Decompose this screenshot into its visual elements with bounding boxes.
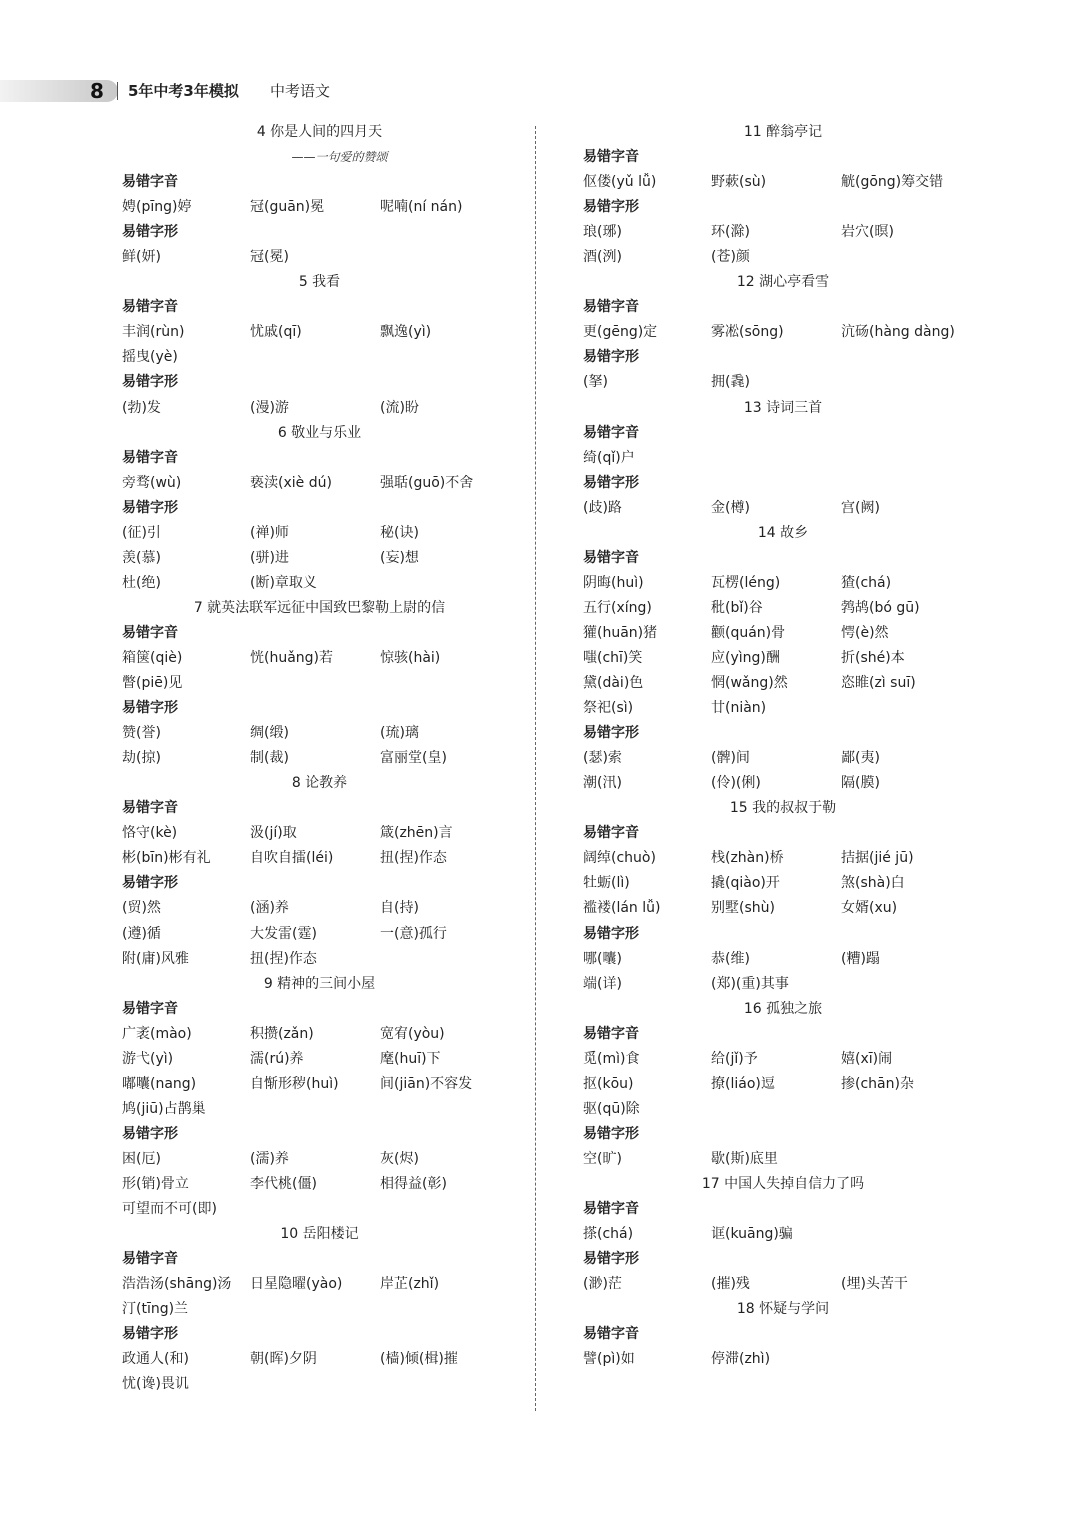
word-item: 强聒(guō)不舍 <box>380 474 474 491</box>
word-item: 觥(gōng)筹交错 <box>841 174 944 191</box>
word-item: 附(庸)风雅 <box>122 950 189 967</box>
category-pronunciation: 易错字音 <box>583 424 639 441</box>
word-item: 困(厄) <box>122 1150 161 1167</box>
word-item: (遵)循 <box>122 925 161 942</box>
word-row <box>122 1197 517 1222</box>
word-row <box>122 671 517 696</box>
word-item: 掺(chān)杂 <box>841 1075 914 1092</box>
lesson-title: 6 敬业与乐业 <box>277 424 362 441</box>
category-pronunciation: 易错字音 <box>122 1251 178 1268</box>
category-character-form: 易错字形 <box>122 499 178 516</box>
word-row <box>583 1097 983 1122</box>
word-item: (贸)然 <box>122 900 161 917</box>
word-item: 瓦楞(léng) <box>711 574 781 591</box>
word-item: 自吹自擂(léi) <box>250 850 334 867</box>
word-item: 金(樽) <box>711 499 750 516</box>
word-item: 制(裁) <box>250 750 289 767</box>
word-item: 驱(qū)除 <box>583 1100 640 1117</box>
word-item: 雾凇(sōng) <box>711 324 784 341</box>
lesson-title: 10 岳阳楼记 <box>280 1226 359 1243</box>
word-item: 恣睢(zì suī) <box>841 675 916 692</box>
word-row <box>583 1347 983 1372</box>
word-item: (苍)颜 <box>711 249 750 266</box>
lesson-title: 18 怀疑与学问 <box>736 1301 830 1318</box>
word-item: 摇曳(yè) <box>122 349 178 366</box>
word-item: 飘逸(yì) <box>380 324 432 341</box>
word-item: 愕(è)然 <box>841 624 889 641</box>
word-item: 琅(琊) <box>583 224 622 241</box>
lesson-title: 17 中国人失掉自信力了吗 <box>701 1175 865 1192</box>
word-row <box>122 1047 517 1072</box>
word-item: 栈(zhàn)桥 <box>711 850 784 867</box>
word-row <box>122 1372 517 1397</box>
word-row <box>122 846 517 871</box>
word-row <box>583 896 983 921</box>
word-item: (摧)残 <box>711 1276 750 1293</box>
word-row <box>122 922 517 947</box>
word-item: 拥(毳) <box>711 374 750 391</box>
word-row <box>122 471 517 496</box>
word-row <box>583 1272 983 1297</box>
word-item: (勃)发 <box>122 399 161 416</box>
word-item: (濡)养 <box>250 1150 289 1167</box>
lesson-title: 13 诗词三首 <box>743 399 823 416</box>
category-character-form: 易错字形 <box>122 224 178 241</box>
category-character-form: 易错字形 <box>583 925 639 942</box>
word-item: 鸠(jiū)占鹊巢 <box>122 1100 206 1117</box>
word-item: 煞(shà)白 <box>841 875 905 892</box>
word-row <box>583 245 983 270</box>
word-item: 牡蛎(lì) <box>583 875 630 892</box>
word-item: (禅)师 <box>250 524 289 541</box>
word-item: (漫)游 <box>250 399 289 416</box>
word-item: 自(持) <box>380 900 419 917</box>
word-item: 娉(pīng)婷 <box>122 199 192 216</box>
word-item: 诓(kuāng)骗 <box>711 1226 793 1243</box>
word-row <box>122 1297 517 1322</box>
word-row <box>122 345 517 370</box>
word-row <box>583 1047 983 1072</box>
left-column <box>122 120 517 1397</box>
word-row <box>122 396 517 421</box>
category-pronunciation: 易错字音 <box>122 449 178 466</box>
word-item: 空(旷) <box>583 1150 622 1167</box>
word-item: (糟)蹋 <box>841 950 880 967</box>
word-item: 呢喃(ní nán) <box>380 199 463 216</box>
word-item: 阔绰(chuò) <box>583 850 656 867</box>
word-item: 宫(阙) <box>841 499 880 516</box>
word-row <box>122 746 517 771</box>
word-item: 自惭形秽(huì) <box>250 1075 339 1092</box>
word-row <box>583 972 983 997</box>
word-item: 广袤(mào) <box>122 1025 192 1042</box>
word-row <box>122 1097 517 1122</box>
word-item: 獾(huān)猪 <box>583 624 658 641</box>
word-item: 可望而不可(即) <box>122 1201 217 1218</box>
word-item: 积攒(zǎn) <box>250 1025 314 1042</box>
word-row <box>583 571 983 596</box>
word-row <box>583 646 983 671</box>
category-pronunciation: 易错字音 <box>583 825 639 842</box>
word-item: 忧戚(qī) <box>250 324 302 341</box>
word-item: 劫(掠) <box>122 750 161 767</box>
lesson-title: 14 故乡 <box>757 524 809 541</box>
category-pronunciation: 易错字音 <box>583 1201 639 1218</box>
word-row <box>583 220 983 245</box>
word-item: 恪守(kè) <box>122 825 178 842</box>
lesson-title: 9 精神的三间小屋 <box>263 975 376 992</box>
word-item: 嘟囔(nang) <box>122 1075 197 1092</box>
word-item: 端(详) <box>583 975 622 992</box>
category-pronunciation: 易错字音 <box>583 1025 639 1042</box>
word-item: 杜(绝) <box>122 574 161 591</box>
category-pronunciation: 易错字音 <box>583 1326 639 1343</box>
word-row <box>122 245 517 270</box>
lesson-title: 5 我看 <box>298 274 341 291</box>
word-item: 颧(quán)骨 <box>711 624 786 641</box>
category-character-form: 易错字形 <box>122 875 178 892</box>
word-item: (断)章取义 <box>250 574 317 591</box>
word-item: 宽宥(yòu) <box>380 1025 445 1042</box>
word-row <box>122 1022 517 1047</box>
word-item: 岩穴(暝) <box>841 224 894 241</box>
word-item: 嬉(xī)闹 <box>841 1050 893 1067</box>
word-row <box>122 646 517 671</box>
word-row <box>122 1347 517 1372</box>
category-character-form: 易错字形 <box>583 1251 639 1268</box>
category-character-form: 易错字形 <box>122 1125 178 1142</box>
word-item: 女婿(xu) <box>841 900 898 917</box>
word-row <box>583 671 983 696</box>
word-item: 旁骛(wù) <box>122 474 182 491</box>
word-item: 间(jiān)不容发 <box>380 1075 473 1092</box>
category-pronunciation: 易错字音 <box>122 800 178 817</box>
word-item: 譬(pì)如 <box>583 1351 635 1368</box>
word-item: 哪(囔) <box>583 950 622 967</box>
word-item: 鄙(夷) <box>841 750 880 767</box>
word-item: 伛偻(yǔ lǚ) <box>583 174 657 191</box>
word-item: (郑)(重)其事 <box>711 975 789 992</box>
word-item: 沆砀(hàng dàng) <box>841 324 955 341</box>
word-row <box>583 771 983 796</box>
word-item: 惊骇(hài) <box>380 649 441 666</box>
word-row <box>583 1072 983 1097</box>
lesson-title: 4 你是人间的四月天 <box>256 124 383 140</box>
lesson-subtitle: ——一句爱的赞颂 <box>291 150 388 165</box>
word-item: 鲜(妍) <box>122 249 161 266</box>
lesson-title: 8 论教养 <box>291 775 348 792</box>
word-item: 朝(晖)夕阴 <box>250 1351 317 1368</box>
lesson-title: 11 醉翁亭记 <box>743 124 823 140</box>
lesson-title: 15 我的叔叔于勒 <box>729 800 837 817</box>
word-row <box>122 571 517 596</box>
page-header <box>0 76 1080 106</box>
word-item: 箱箧(qiè) <box>122 649 183 666</box>
word-item: 酒(洌) <box>583 249 622 266</box>
word-row <box>122 195 517 220</box>
word-item: (歧)路 <box>583 499 622 516</box>
word-row <box>122 947 517 972</box>
word-row <box>122 1072 517 1097</box>
lesson-title: 12 湖心亭看雪 <box>736 274 830 291</box>
word-item: 绸(缎) <box>250 725 289 742</box>
word-item: 冠(guān)冕 <box>250 199 325 216</box>
header-separator <box>117 82 118 100</box>
word-row <box>122 546 517 571</box>
word-row <box>583 1222 983 1247</box>
word-item: 停滞(zhì) <box>711 1351 771 1368</box>
word-item: 形(销)骨立 <box>122 1175 189 1192</box>
word-item: 觅(mì)食 <box>583 1050 640 1067</box>
word-item: 富丽堂(皇) <box>380 750 447 767</box>
word-item: 野蔌(sù) <box>711 174 767 191</box>
word-item: 应(yìng)酬 <box>711 649 780 666</box>
category-pronunciation: 易错字音 <box>583 299 639 316</box>
word-item: 嗤(chī)笑 <box>583 649 643 666</box>
word-item: 相得益(彰) <box>380 1175 447 1192</box>
word-item: (拏) <box>583 374 608 391</box>
word-item: 更(gēng)定 <box>583 324 658 341</box>
word-item: 给(jǐ)予 <box>711 1050 758 1067</box>
category-pronunciation: 易错字音 <box>122 624 178 641</box>
category-character-form: 易错字形 <box>583 349 639 366</box>
category-pronunciation: 易错字音 <box>122 299 178 316</box>
word-item: 汲(jí)取 <box>250 825 297 842</box>
word-item: (樯)倾(楫)摧 <box>380 1351 458 1368</box>
word-item: 阴晦(huì) <box>583 574 644 591</box>
word-item: (渺)茫 <box>583 1276 622 1293</box>
word-item: 汀(tīng)兰 <box>122 1301 189 1318</box>
word-item: 丰润(rùn) <box>122 324 185 341</box>
word-item: 抠(kōu) <box>583 1075 634 1092</box>
word-row <box>583 370 983 395</box>
category-character-form: 易错字形 <box>583 725 639 742</box>
lesson-title: 16 孤独之旅 <box>743 1000 823 1017</box>
word-row <box>122 521 517 546</box>
category-character-form: 易错字形 <box>122 374 178 391</box>
page-number: 8 <box>90 79 104 103</box>
word-row <box>583 746 983 771</box>
word-item: 一(意)孤行 <box>380 925 447 942</box>
word-item: 廿(niàn) <box>711 700 767 717</box>
column-divider <box>535 126 536 1411</box>
word-item: 猹(chá) <box>841 574 892 591</box>
word-row <box>583 871 983 896</box>
word-row <box>583 596 983 621</box>
word-item: (妄)想 <box>380 549 419 566</box>
word-item: (征)引 <box>122 524 161 541</box>
word-row <box>583 446 983 471</box>
word-item: 撩(liáo)逗 <box>711 1075 775 1092</box>
word-item: 亵渎(xiè dú) <box>250 474 332 491</box>
word-item: 环(滁) <box>711 224 750 241</box>
word-item: 祭祀(sì) <box>583 700 634 717</box>
book-series-title: 5年中考3年模拟 <box>128 82 239 100</box>
word-item: (流)盼 <box>380 399 419 416</box>
word-row <box>583 621 983 646</box>
word-row <box>122 320 517 345</box>
word-item: 搽(chá) <box>583 1226 634 1243</box>
category-character-form: 易错字形 <box>583 474 639 491</box>
right-column <box>583 120 983 1372</box>
word-item: (琉)璃 <box>380 725 419 742</box>
word-item: 冠(冕) <box>250 249 289 266</box>
word-row <box>583 1147 983 1172</box>
word-item: 麾(huī)下 <box>380 1050 441 1067</box>
word-item: 赞(誉) <box>122 725 161 742</box>
word-item: 浩浩汤(shāng)汤 <box>122 1276 232 1293</box>
word-item: 扭(捏)作态 <box>380 850 447 867</box>
word-row <box>122 896 517 921</box>
word-item: 恍(huǎng)若 <box>250 649 334 666</box>
word-item: 大发雷(霆) <box>250 925 317 942</box>
category-pronunciation: 易错字音 <box>122 1000 178 1017</box>
word-item: 五行(xíng) <box>583 599 652 616</box>
category-character-form: 易错字形 <box>583 1125 639 1142</box>
word-row <box>583 947 983 972</box>
word-row <box>122 1272 517 1297</box>
word-item: (骈)进 <box>250 549 289 566</box>
word-item: 秕(bǐ)谷 <box>711 599 763 616</box>
word-row <box>583 170 983 195</box>
word-item: 秘(诀) <box>380 524 419 541</box>
word-item: 濡(rú)养 <box>250 1050 304 1067</box>
word-item: 褴褛(lán lǚ) <box>583 900 661 917</box>
word-item: 歇(斯)底里 <box>711 1150 778 1167</box>
word-item: 潮(汛) <box>583 775 622 792</box>
category-pronunciation: 易错字音 <box>122 174 178 191</box>
word-item: 李代桃(僵) <box>250 1175 317 1192</box>
word-row <box>583 696 983 721</box>
word-item: 瞥(piē)见 <box>122 675 183 692</box>
lesson-title: 7 就英法联军远征中国致巴黎勒上尉的信 <box>193 599 446 616</box>
category-character-form: 易错字形 <box>583 199 639 216</box>
word-item: 政通人(和) <box>122 1351 189 1368</box>
word-row <box>122 1172 517 1197</box>
word-item: 忧(谗)畏讥 <box>122 1376 189 1393</box>
word-item: (瑟)索 <box>583 750 622 767</box>
word-row <box>122 721 517 746</box>
word-item: 游弋(yì) <box>122 1050 174 1067</box>
word-item: 鹁鸪(bó gū) <box>841 599 920 616</box>
word-row <box>583 320 983 345</box>
word-row <box>583 846 983 871</box>
book-subject: 中考语文 <box>270 82 331 100</box>
word-item: 绮(qǐ)户 <box>583 449 635 466</box>
word-item: 折(shé)本 <box>841 649 905 666</box>
word-row <box>122 821 517 846</box>
word-item: 隔(膜) <box>841 775 880 792</box>
word-item: 灰(烬) <box>380 1150 419 1167</box>
word-item: 日星隐曜(yào) <box>250 1276 343 1293</box>
word-item: 黛(dài)色 <box>583 675 644 692</box>
word-item: (伶)(俐) <box>711 775 761 792</box>
word-item: (涵)养 <box>250 900 289 917</box>
word-item: 扭(捏)作态 <box>250 950 317 967</box>
word-item: 恭(维) <box>711 950 750 967</box>
word-item: 拮据(jié jū) <box>841 850 914 867</box>
word-item: 羡(慕) <box>122 549 161 566</box>
word-item: 惘(wǎng)然 <box>711 675 788 692</box>
category-pronunciation: 易错字音 <box>583 149 639 166</box>
word-item: 彬(bīn)彬有礼 <box>122 850 211 867</box>
word-item: (埋)头苦干 <box>841 1276 908 1293</box>
word-item: 撬(qiào)开 <box>711 875 780 892</box>
category-pronunciation: 易错字音 <box>583 549 639 566</box>
category-character-form: 易错字形 <box>122 1326 178 1343</box>
category-character-form: 易错字形 <box>122 700 178 717</box>
word-item: 岸芷(zhǐ) <box>380 1276 440 1293</box>
word-item: 箴(zhēn)言 <box>380 825 453 842</box>
word-row <box>583 496 983 521</box>
word-item: (髀)间 <box>711 750 750 767</box>
word-row <box>122 1147 517 1172</box>
word-item: 别墅(shù) <box>711 900 775 917</box>
